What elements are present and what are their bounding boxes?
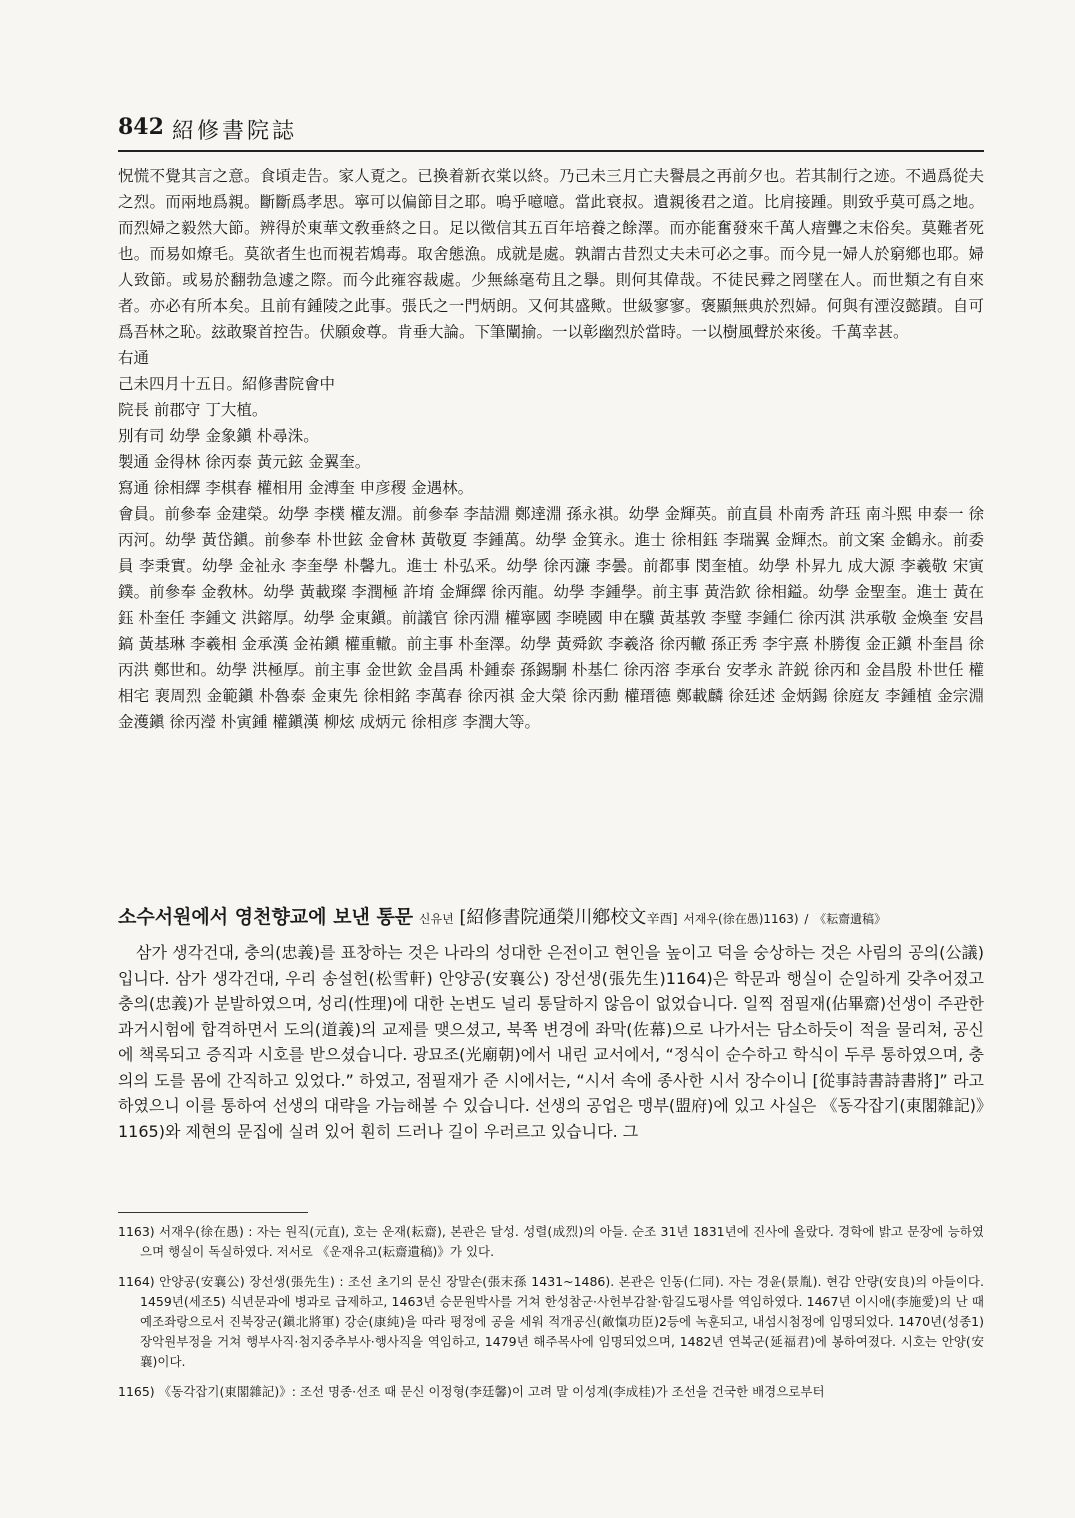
members-list: 會員。前參奉 金建榮。幼學 李樸 權友淵。前參奉 李喆淵 鄭達淵 孫永祺。幼學 金輝英。前直員 朴南秀 許珏 南斗熙 申泰一 徐丙河。幼學 黃岱鎭。前參奉 朴世鉉 金會林 黃敬夏 李鍾萬。幼學 金箕永。進士 徐相鈺 李瑞翼 金輝杰。前文案 金鶴永。前委員 李秉實。幼學 金祉永 李奎學 朴馨九。進士 朴弘釆。幼學 徐丙濂 李曇。前都事 閔奎植。幼學 朴昇九 成大源 李羲敬 宋寅鏷。前參奉 金敎林。幼學 黃載璨 李潤極 許堉 金輝繹 徐丙龍。幼學 李鍾學。前主事 黃浩欽 徐相鎰。幼學 金聖奎。進士 黃在鈺 朴奎任 李鍾文 洪鎔厚。幼學 金東鎭。前議官 徐丙淵 權寧國 李曉國 申在驥 黃基敦 李璧 李鍾仁 徐丙淇 洪承敬 金煥奎 安昌鎬 黃基琳 李羲相 金承漢 金祐鎭 權重轍。前主事 朴奎澤。幼學 黃舜欽 李羲洛 徐丙轍 孫正秀 李宇熹 朴勝復 金正鎭 朴奎昌 徐丙洪 鄭世和。幼學 洪極厚。前主事 金世欽 金昌禹 朴鍾泰 孫錫駉 朴基仁 徐丙溶 李承台 安孝永 許鋭 徐丙和 金昌殷 朴世任 權相宅 裵周烈 金範鎭 朴魯泰 金東先 徐相銘 李萬春 徐丙祺 金大榮 徐丙勳 權瑨德 鄭載麟 徐廷述 金炳錫 徐庭友 李鍾植 金宗淵 金濩鎭 徐丙瀅 朴寅鍾 權鎭漢 柳炫 成炳元 徐相彦 李潤大等。 (118, 505, 984, 731)
footnote-1165: 1165) 《동각잡기(東閣雜記)》: 조선 명종·선조 때 문신 이정형(李廷馨)이 고려 말 이성계(李成桂)가 조선을 건국한 배경으로부터 (118, 1384, 825, 1399)
section-title (118, 902, 984, 929)
footnote-1164: 1164) 안양공(安襄公) 장선생(張先生) : 조선 초기의 문신 장말손(張末孫 1431~1486). 본관은 인동(仁同). 자는 경윤(景胤). 현감 안량(安良)의 아들이다. 1459년(세조5) 식년문과에 병과로 급제하고, 1463년 승문원박사를 거쳐 한성참군·사헌부감찰·함길도평사를 역임하였다. 1467년 이시애(李施愛)의 난 때 예조좌랑으로서 진북장군(鎭北將軍) 강순(康純)을 따라 평정에 공을 세워 적개공신(敵愾功臣)2등에 녹훈되고, 내섬시첨정에 임명되었다. 1470년(성종1) 장악원부정을 거쳐 행부사직·첨지중추부사·행사직을 역임하고, 1479년 해주목사에 임명되었으며, 1482년 연복군(延福君)에 봉하여졌다. 시호는 안양(安襄)이다. (118, 1274, 984, 1369)
section-year-hanja: 辛酉] (646, 912, 678, 927)
footnote-divider (118, 1212, 308, 1213)
section-separator: / (804, 912, 809, 926)
footnotes (118, 1222, 984, 1412)
page-header (118, 110, 984, 152)
section-author: 서재우(徐在愚)1163) (683, 912, 799, 926)
section-title-hanja: [紹修書院通榮川鄕校文 (459, 907, 647, 928)
signatory-line: 院長 前郡守 丁大植。 (118, 401, 268, 419)
footnote-1163: 1163) 서재우(徐在愚) : 자는 원직(元直), 호는 운재(耘齋), 본관은 달성. 성렬(成烈)의 아들. 순조 31년 1831년에 진사에 올랐다. 경학에 밝고 문장에 능하였으며 행실이 독실하였다. 저서로 《운재유고(耘齋遺稿)》가 있다. (118, 1224, 984, 1259)
classical-paragraph: 怳慌不覺其言之意。食頃走告。家人覔之。已換着新衣棠以終。乃己未三月亡夫譽晨之再前夕也。若其制行之迹。不過爲從夫之烈。而兩地爲親。斷斷爲孝思。寧可以偏節目之耶。嗚乎噫噫。當此衰叔。遺親後君之道。比肩接踵。則致乎莫可爲之地。而烈婦之毅然大節。辨得於東華文敎垂終之日。足以徵信其五百年培養之餘澤。而亦能奮發來千萬人瘖聾之末俗矣。莫難者死也。而易如燎毛。莫欲者生也而視若鴆毒。取舍態漁。成就是處。孰謂古昔烈丈夫未可必之事。而今見一婦人於窮鄕也耶。婦人致節。或易於翻勃急遽之際。而今此雍容裁處。少無絲毫苟且之擧。則何其偉哉。不徒民彛之罔墜在人。而世類之有自來者。亦必有所本矣。且前有鍾陵之此事。張氏之一門炳朗。又何其盛歟。世級寥寥。褒顯無典於烈婦。何與有湮沒懿蹟。自可爲吾林之恥。玆敢聚首控告。伏願僉尊。肯垂大論。下筆闡揄。一以彰幽烈於當時。一以樹風聲於來後。千萬幸甚。 (118, 167, 984, 341)
book-title: 紹修書院誌 (172, 119, 298, 144)
body-paragraph: 삼가 생각건대, 충의(忠義)를 표창하는 것은 나라의 성대한 은전이고 현인을 높이고 덕을 숭상하는 것은 사림의 공의(公議)입니다. 삼가 생각건대, 우리 송설헌(松雪軒) 안양공(安襄公) 장선생(張先生)1164)은 학문과 행실이 순일하게 갖추어졌고 충의(忠義)가 분발하였으며, 성리(性理)에 대한 논변도 널리 통달하지 않음이 없었습니다. 일찍 점필재(佔畢齋)선생이 주관한 과거시험에 합격하면서 도의(道義)의 교제를 맺으셨고, 북쪽 변경에 좌막(佐幕)으로 나가서는 담소하듯이 적을 물리쳐, 공신에 책록되고 증직과 시호를 받으셨습니다. 광묘조(光廟朝)에서 내린 교서에서, “정식이 순수하고 학식이 두루 통하였으며, 충의의 도를 몸에 간직하고 있었다.” 하였고, 점필재가 준 시에서는, “시서 속에 종사한 시서 장수이니 [從事詩書詩書將]” 라고 하였으니 이를 통하여 선생의 대략을 가늠해볼 수 있습니다. 선생의 공업은 맹부(盟府)에 있고 사실은 《동각잡기(東閣雜記)》1165)와 제현의 문집에 실려 있어 훤히 드러나 길이 우러르고 있습니다. 그 (118, 943, 984, 1141)
date-line: 己未四月十五日。紹修書院會中 (118, 375, 336, 393)
section-year-korean: 신유년 (418, 912, 454, 926)
page-number: 842 (118, 114, 164, 140)
closing-line: 右通 (118, 349, 150, 367)
section-title-korean: 소수서원에서 영천향교에 보낸 통문 (118, 906, 414, 928)
section-source: 《耘齋遺稿》 (814, 912, 887, 926)
signatory-line: 製通 金得林 徐丙泰 黃元鉉 金翼奎。 (118, 453, 371, 471)
signatory-line: 寫通 徐相繹 李棋春 權相用 金溥奎 申彦稷 金遇林。 (118, 479, 474, 497)
classical-text (118, 163, 984, 735)
signatory-line: 別有司 幼學 金象鎭 朴尋洙。 (118, 427, 319, 445)
